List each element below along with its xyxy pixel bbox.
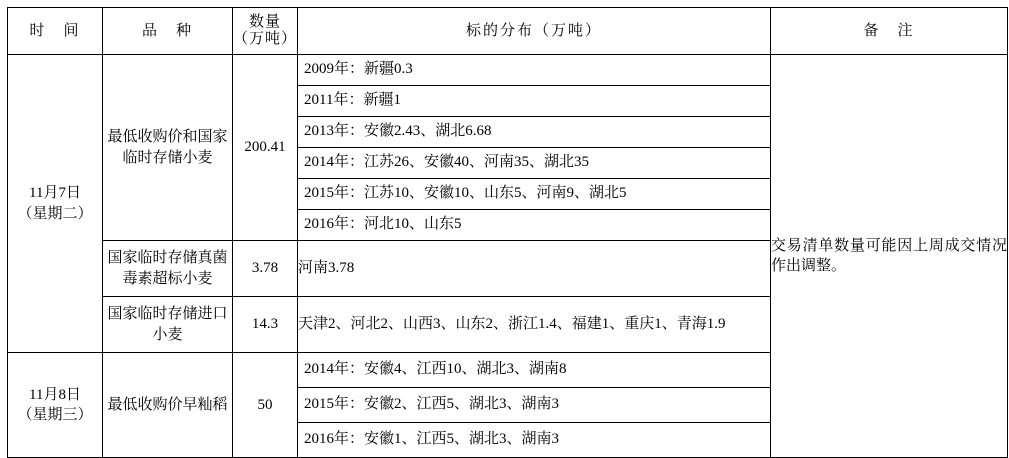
distribution-list-wheat-minimum-price (298, 55, 770, 240)
list-item: 2009年：新疆0.3 (298, 55, 770, 86)
distribution-cell-wheat-minimum-price (298, 55, 771, 241)
date-cell-nov7 (8, 55, 103, 353)
list-item: 2015年：江苏10、安徽10、山东5、河南9、湖北5 (298, 179, 770, 210)
variety-cell-early-indica-rice: 最低收购价早籼稻 (103, 353, 233, 458)
list-item: 2016年：河北10、山东5 (304, 216, 462, 233)
date-week-nov7: （星期二） (17, 205, 93, 222)
distribution-cell-wheat-mycotoxin: 河南3.78 (298, 241, 771, 297)
column-header-distribution: 标的分布（万吨） (298, 8, 771, 55)
column-header-variety: 品 种 (103, 8, 233, 55)
table-row (8, 55, 1008, 241)
quantity-cell-wheat-imported: 14.3 (233, 297, 298, 353)
date-cell-nov8 (8, 353, 103, 458)
list-item: 2011年：新疆1 (298, 86, 770, 117)
list-item: 2016年：安徽1、江西5、湖北3、湖南3 (304, 431, 560, 448)
quantity-cell-wheat-minimum-price: 200.41 (233, 55, 298, 241)
distribution-list-early-indica-rice (298, 353, 770, 457)
date-main-nov8: 11月8日 (29, 386, 81, 403)
column-header-time: 时 间 (8, 8, 103, 55)
column-header-note: 备 注 (771, 8, 1008, 55)
variety-cell-wheat-imported: 国家临时存储进口小麦 (103, 297, 233, 353)
quantity-cell-early-indica-rice: 50 (233, 353, 298, 458)
date-week-nov8: （星期三） (17, 407, 93, 423)
list-item: 2013年：安徽2.43、湖北6.68 (298, 117, 770, 148)
column-header-quantity-line2: （万吨） (233, 31, 298, 47)
list-item: 2015年：安徽2、江西5、湖北3、湖南3 (298, 388, 770, 423)
auction-schedule-table (7, 7, 1008, 458)
variety-cell-wheat-mycotoxin: 国家临时存储真菌毒素超标小麦 (103, 241, 233, 297)
column-header-quantity-line1: 数量 (248, 13, 281, 30)
note-text: 交易清单数量可能因上周成交情况作出调整。 (771, 237, 1007, 274)
date-main-nov7: 11月7日 (29, 185, 81, 202)
note-cell (771, 55, 1008, 458)
list-item: 2014年：安徽4、江西10、湖北3、湖南8 (298, 353, 770, 388)
distribution-cell-early-indica-rice (298, 353, 771, 458)
distribution-cell-wheat-imported: 天津2、河北2、山西3、山东2、浙江1.4、福建1、重庆1、青海1.9 (298, 297, 771, 353)
table-header-row (8, 8, 1008, 55)
column-header-quantity (233, 8, 298, 55)
variety-cell-wheat-minimum-price: 最低收购价和国家临时存储小麦 (103, 55, 233, 241)
list-item: 2014年：江苏26、安徽40、河南35、湖北35 (298, 148, 770, 179)
quantity-cell-wheat-mycotoxin: 3.78 (233, 241, 298, 297)
